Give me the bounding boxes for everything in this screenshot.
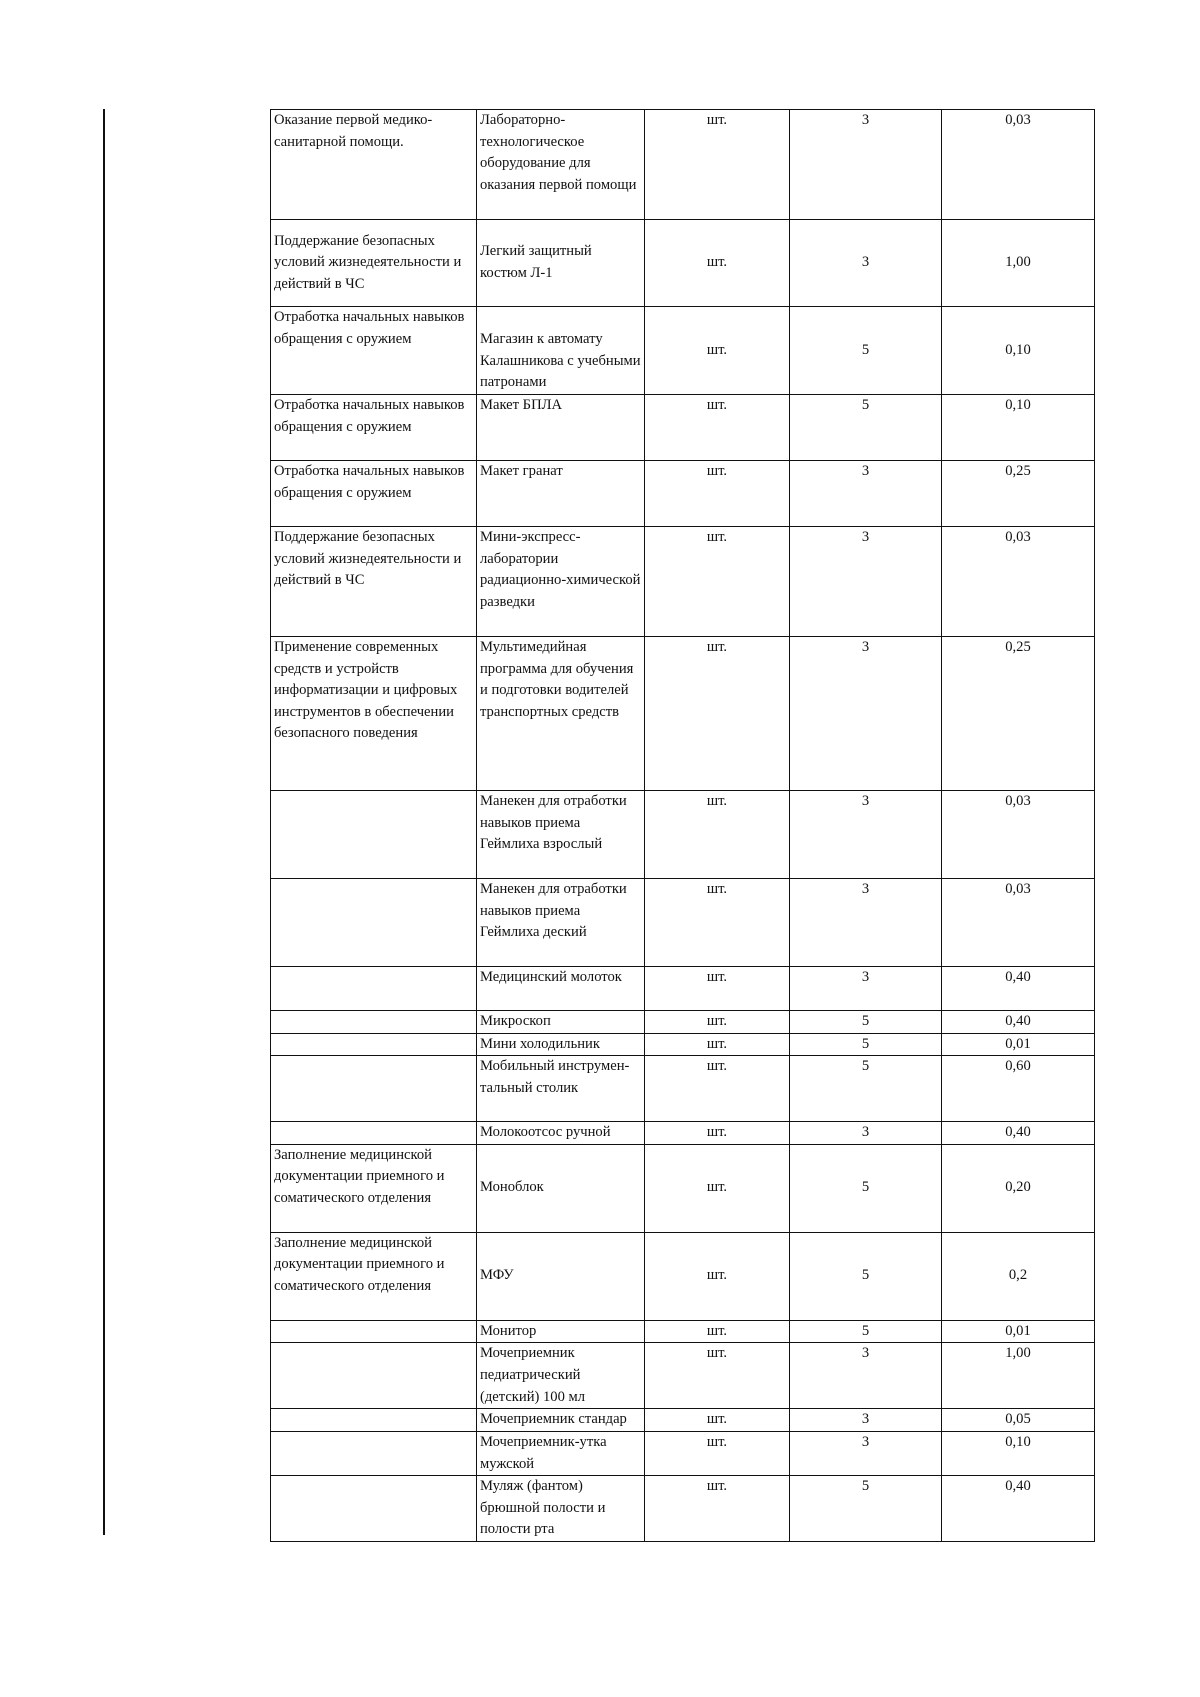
value-cell: 1,00 (942, 1343, 1095, 1409)
item-cell: Моноблок (477, 1144, 645, 1232)
quantity-cell: 5 (790, 1232, 942, 1320)
purpose-cell: Заполнение медицинской документации приемного и соматического отделения (271, 1144, 477, 1232)
item-cell: Монитор (477, 1320, 645, 1343)
unit-cell: шт. (645, 1033, 790, 1056)
unit-cell: шт. (645, 879, 790, 967)
quantity-cell: 5 (790, 1476, 942, 1542)
unit-cell: шт. (645, 1320, 790, 1343)
unit-cell: шт. (645, 637, 790, 791)
unit-cell: шт. (645, 110, 790, 220)
quantity-cell: 3 (790, 1122, 942, 1145)
quantity-cell: 5 (790, 1320, 942, 1343)
item-cell (477, 1409, 645, 1432)
value-cell: 0,01 (942, 1320, 1095, 1343)
item-text: Мочеприемник стандар (480, 1411, 627, 1428)
item-cell: МФУ (477, 1232, 645, 1320)
unit-cell: шт. (645, 461, 790, 527)
quantity-cell: 3 (790, 637, 942, 791)
value-cell: 0,03 (942, 791, 1095, 879)
item-cell: Мультимедийная программа для обучения и подготовки водителей транспортных средств (477, 637, 645, 791)
value-cell: 0,25 (942, 461, 1095, 527)
value-cell: 0,10 (942, 1431, 1095, 1475)
purpose-cell (271, 1343, 477, 1409)
value-cell: 0,40 (942, 1476, 1095, 1542)
unit-cell: шт. (645, 1409, 790, 1432)
item-cell: Мочеприемник педиатрический (детский) 100 мл (477, 1343, 645, 1409)
purpose-cell: Поддержание безопасных условий жизнедеятельности и действий в ЧС (271, 220, 477, 307)
table-row (271, 1011, 1095, 1034)
unit-cell: шт. (645, 967, 790, 1011)
value-cell: 0,03 (942, 110, 1095, 220)
quantity-cell: 3 (790, 791, 942, 879)
item-text: Молокоотсос ручной (480, 1124, 611, 1141)
unit-cell: шт. (645, 1144, 790, 1232)
purpose-cell (271, 1122, 477, 1145)
table-row (271, 527, 1095, 637)
table-row (271, 1144, 1095, 1232)
purpose-cell (271, 1320, 477, 1343)
purpose-cell (271, 1056, 477, 1122)
item-cell (477, 1122, 645, 1145)
item-cell: Макет гранат (477, 461, 645, 527)
table-row (271, 1056, 1095, 1122)
purpose-cell (271, 1033, 477, 1056)
table-row (271, 1232, 1095, 1320)
quantity-cell: 5 (790, 1033, 942, 1056)
item-cell: Лабораторно-технологическое оборудование для оказания первой помощи (477, 110, 645, 220)
table-row (271, 110, 1095, 220)
table-row (271, 879, 1095, 967)
purpose-cell: Заполнение медицинской документации приемного и соматического отделения (271, 1232, 477, 1320)
purpose-cell (271, 1409, 477, 1432)
table-row (271, 307, 1095, 395)
quantity-cell: 3 (790, 879, 942, 967)
item-cell: Магазин к автомату Калашникова с учебными патронами (477, 307, 645, 395)
quantity-cell: 3 (790, 527, 942, 637)
unit-cell: шт. (645, 220, 790, 307)
value-cell: 0,40 (942, 1011, 1095, 1034)
quantity-cell: 3 (790, 461, 942, 527)
table-row (271, 1431, 1095, 1475)
table-row (271, 1033, 1095, 1056)
item-cell: Манекен для отработки навыков приема Геймлиха деский (477, 879, 645, 967)
quantity-cell: 5 (790, 395, 942, 461)
quantity-cell: 3 (790, 110, 942, 220)
item-cell: Микроскоп (477, 1011, 645, 1034)
quantity-cell: 5 (790, 1011, 942, 1034)
purpose-cell: Применение современных средств и устройств информатизации и цифровых инструментов в обеспечении безопасного поведения (271, 637, 477, 791)
purpose-cell: Отработка начальных навыков обращения с оружием (271, 307, 477, 395)
purpose-cell (271, 1431, 477, 1475)
table-row (271, 967, 1095, 1011)
purpose-cell: Оказание первой медико-санитарной помощи. (271, 110, 477, 220)
unit-cell: шт. (645, 1431, 790, 1475)
left-margin-rule (103, 109, 105, 1535)
quantity-cell: 3 (790, 1409, 942, 1432)
unit-cell: шт. (645, 307, 790, 395)
equipment-table (270, 109, 1095, 1542)
value-cell: 0,03 (942, 527, 1095, 637)
quantity-cell: 5 (790, 1144, 942, 1232)
item-cell: Легкий защитный костюм Л-1 (477, 220, 645, 307)
unit-cell: шт. (645, 1011, 790, 1034)
quantity-cell: 3 (790, 220, 942, 307)
unit-cell: шт. (645, 791, 790, 879)
item-cell (477, 967, 645, 1011)
quantity-cell: 5 (790, 307, 942, 395)
unit-cell: шт. (645, 1056, 790, 1122)
purpose-cell: Отработка начальных навыков обращения с оружием (271, 395, 477, 461)
value-cell: 0,40 (942, 967, 1095, 1011)
table-row (271, 1476, 1095, 1542)
value-cell: 0,10 (942, 307, 1095, 395)
value-cell: 0,01 (942, 1033, 1095, 1056)
purpose-cell: Отработка начальных навыков обращения с оружием (271, 461, 477, 527)
unit-cell: шт. (645, 1476, 790, 1542)
unit-cell: шт. (645, 527, 790, 637)
value-cell: 0,20 (942, 1144, 1095, 1232)
item-cell: Мобильный инструмен-тальный столик (477, 1056, 645, 1122)
item-cell: Макет БПЛА (477, 395, 645, 461)
item-text: Медицинский молоток (480, 969, 622, 985)
item-cell: Муляж (фантом) брюшной полости и полости рта (477, 1476, 645, 1542)
item-cell: Мини-экспресс-лаборатории радиационно-химической разведки (477, 527, 645, 637)
table-row (271, 1320, 1095, 1343)
item-cell: Мини холодильник (477, 1033, 645, 1056)
quantity-cell: 3 (790, 1343, 942, 1409)
unit-cell: шт. (645, 1343, 790, 1409)
value-cell: 0,40 (942, 1122, 1095, 1145)
value-cell: 0,05 (942, 1409, 1095, 1432)
quantity-cell: 3 (790, 1431, 942, 1475)
purpose-cell (271, 1011, 477, 1034)
table-row (271, 791, 1095, 879)
quantity-cell: 5 (790, 1056, 942, 1122)
purpose-cell (271, 879, 477, 967)
unit-cell: шт. (645, 1232, 790, 1320)
item-cell: Манекен для отработки навыков приема Геймлиха взрослый (477, 791, 645, 879)
value-cell: 1,00 (942, 220, 1095, 307)
item-cell: Мочеприемник-утка мужской (477, 1431, 645, 1475)
table-row (271, 395, 1095, 461)
purpose-cell (271, 967, 477, 1011)
value-cell: 0,25 (942, 637, 1095, 791)
table-row (271, 1409, 1095, 1432)
unit-cell: шт. (645, 395, 790, 461)
table-row (271, 220, 1095, 307)
value-cell: 0,60 (942, 1056, 1095, 1122)
value-cell: 0,03 (942, 879, 1095, 967)
table-row (271, 1122, 1095, 1145)
table-row (271, 461, 1095, 527)
purpose-cell (271, 791, 477, 879)
purpose-cell: Поддержание безопасных условий жизнедеятельности и действий в ЧС (271, 527, 477, 637)
table-row (271, 1343, 1095, 1409)
purpose-cell (271, 1476, 477, 1542)
quantity-cell: 3 (790, 967, 942, 1011)
table-row (271, 637, 1095, 791)
value-cell: 0,10 (942, 395, 1095, 461)
value-cell: 0,2 (942, 1232, 1095, 1320)
unit-cell: шт. (645, 1122, 790, 1145)
